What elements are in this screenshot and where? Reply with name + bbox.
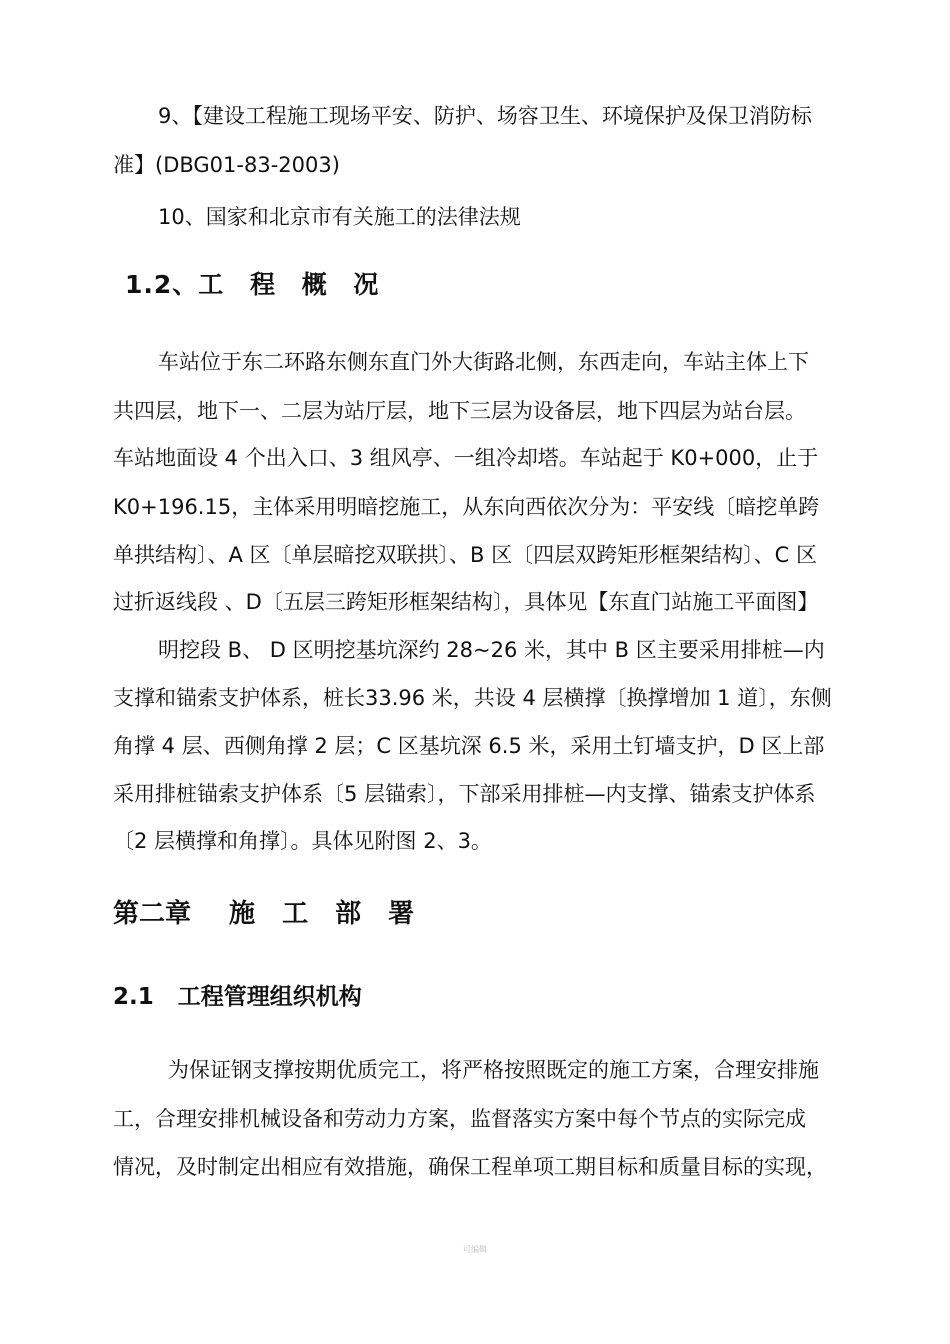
chapter-number: 第二章	[113, 899, 192, 929]
chapter-title: 施 工 部 署	[229, 899, 424, 929]
paragraph-line: 支撑和锚索支护体系，桩长33.96 米，共设 4 层横撑〔换撑增加 1 道〕，东侧	[113, 686, 832, 710]
paragraph-line: 车站位于东二环路东侧东直门外大街路北侧，东西走向，车站主体上下	[158, 350, 809, 374]
section-number: 2.1	[113, 984, 154, 1010]
paragraph-line: 过折返线段 、D〔五层三跨矩形框架结构〕，具体见【东直门站施工平面图】	[113, 590, 819, 614]
paragraph-line: 单拱结构〕、A 区〔单层暗挖双联拱〕、B 区〔四层双跨矩形框架结构〕、C 区	[113, 543, 817, 567]
paragraph-line: 车站地面设 4 个出入口、3 组风亭、一组冷却塔。车站起于 K0+000，止于	[113, 446, 819, 470]
paragraph-line: 角撑 4 层、西侧角撑 2 层；C 区基坑深 6.5 米，采用土钉墙支护，D 区上部	[113, 734, 825, 758]
section-title: 工程管理组织机构	[177, 984, 362, 1010]
chapter-heading	[113, 899, 423, 929]
section-number: 1.2、	[125, 270, 199, 299]
section-title: 工 程 概 况	[198, 270, 388, 299]
list-item-10: 10、国家和北京市有关施工的法律法规	[158, 205, 521, 229]
paragraph-line: 明挖段 B、 D 区明挖基坑深约 28~26 米，其中 B 区主要采用排桩—内	[158, 638, 825, 662]
section-heading-2-1	[113, 982, 362, 1012]
paragraph-line: 共四层，地下一、二层为站厅层，地下三层为设备层，地下四层为站台层。	[113, 399, 806, 423]
page-footer-watermark: 可编辑	[463, 1245, 487, 1254]
section-heading-1-2	[125, 270, 387, 300]
paragraph-line: 为保证钢支撑按期优质完工，将严格按照既定的施工方案，合理安排施	[168, 1058, 819, 1082]
list-item-9: 9、【建设工程施工现场平安、防护、场容卫生、环境保护及保卫消防标	[158, 104, 812, 128]
list-item-9-cont: 准】(DBG01-83-2003)	[113, 153, 340, 177]
paragraph-line: 采用排桩锚索支护体系〔5 层锚索〕，下部采用排桩—内支撑、锚索支护体系	[113, 782, 816, 806]
paragraph-line: 情况，及时制定出相应有效措施，确保工程单项工期目标和质量目标的实现，	[113, 1155, 827, 1179]
paragraph-line: 〔2 层横撑和角撑〕。具体见附图 2、3。	[113, 829, 492, 853]
paragraph-line: 工，合理安排机械设备和劳动力方案，监督落实方案中每个节点的实际完成	[113, 1107, 806, 1131]
paragraph-line: K0+196.15，主体采用明暗挖施工，从东向西依次分为：平安线〔暗挖单跨	[113, 495, 820, 519]
